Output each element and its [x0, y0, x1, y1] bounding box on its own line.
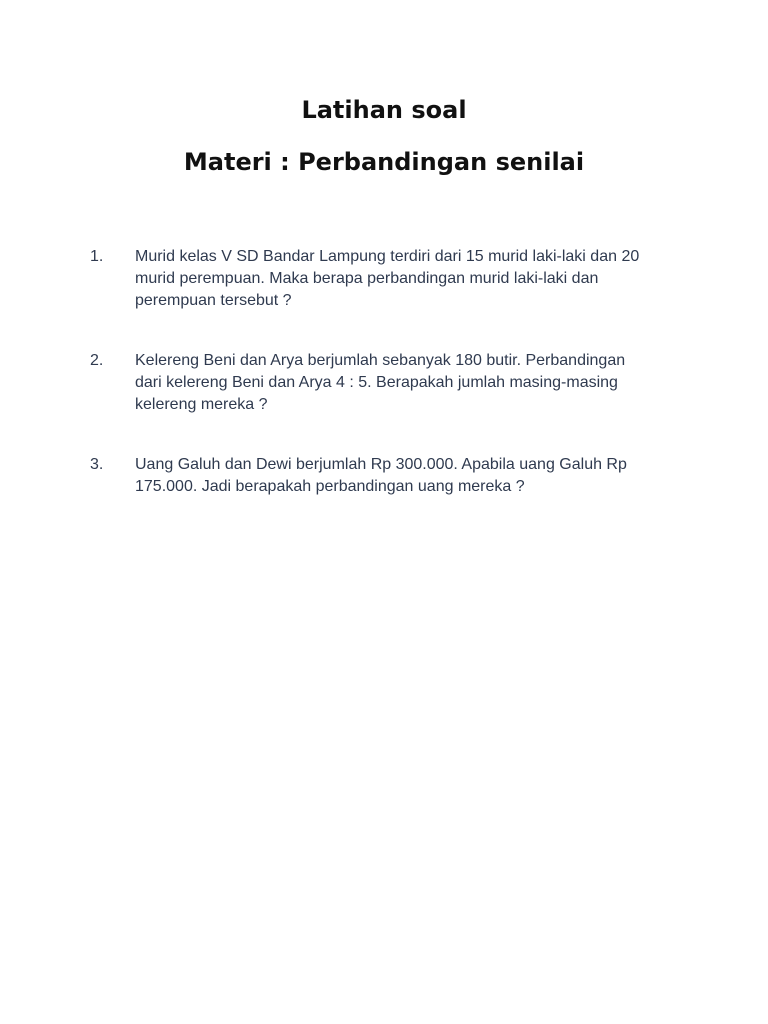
- question-item: [90, 350, 690, 416]
- question-text: Murid kelas V SD Bandar Lampung terdiri dari 15 murid laki-laki dan 20 murid perempuan. Maka berapa perbandingan murid laki-laki dan perempuan tersebut ?: [135, 248, 640, 309]
- question-number: 2.: [90, 352, 104, 369]
- question-item: [90, 246, 690, 312]
- page-title: Latihan soal: [301, 96, 467, 124]
- question-list: [90, 246, 690, 498]
- question-text: Kelereng Beni dan Arya berjumlah sebanyak 180 butir. Perbandingan dari kelereng Beni dan Arya 4 : 5. Berapakah jumlah masing-masing kelereng mereka ?: [135, 352, 626, 413]
- question-number: 3.: [90, 456, 104, 473]
- page-subtitle: Materi : Perbandingan senilai: [183, 148, 585, 176]
- question-number: 1.: [90, 248, 104, 265]
- question-item: [90, 454, 690, 498]
- question-text: Uang Galuh dan Dewi berjumlah Rp 300.000. Apabila uang Galuh Rp 175.000. Jadi berapakah perbandingan uang mereka ?: [135, 456, 627, 495]
